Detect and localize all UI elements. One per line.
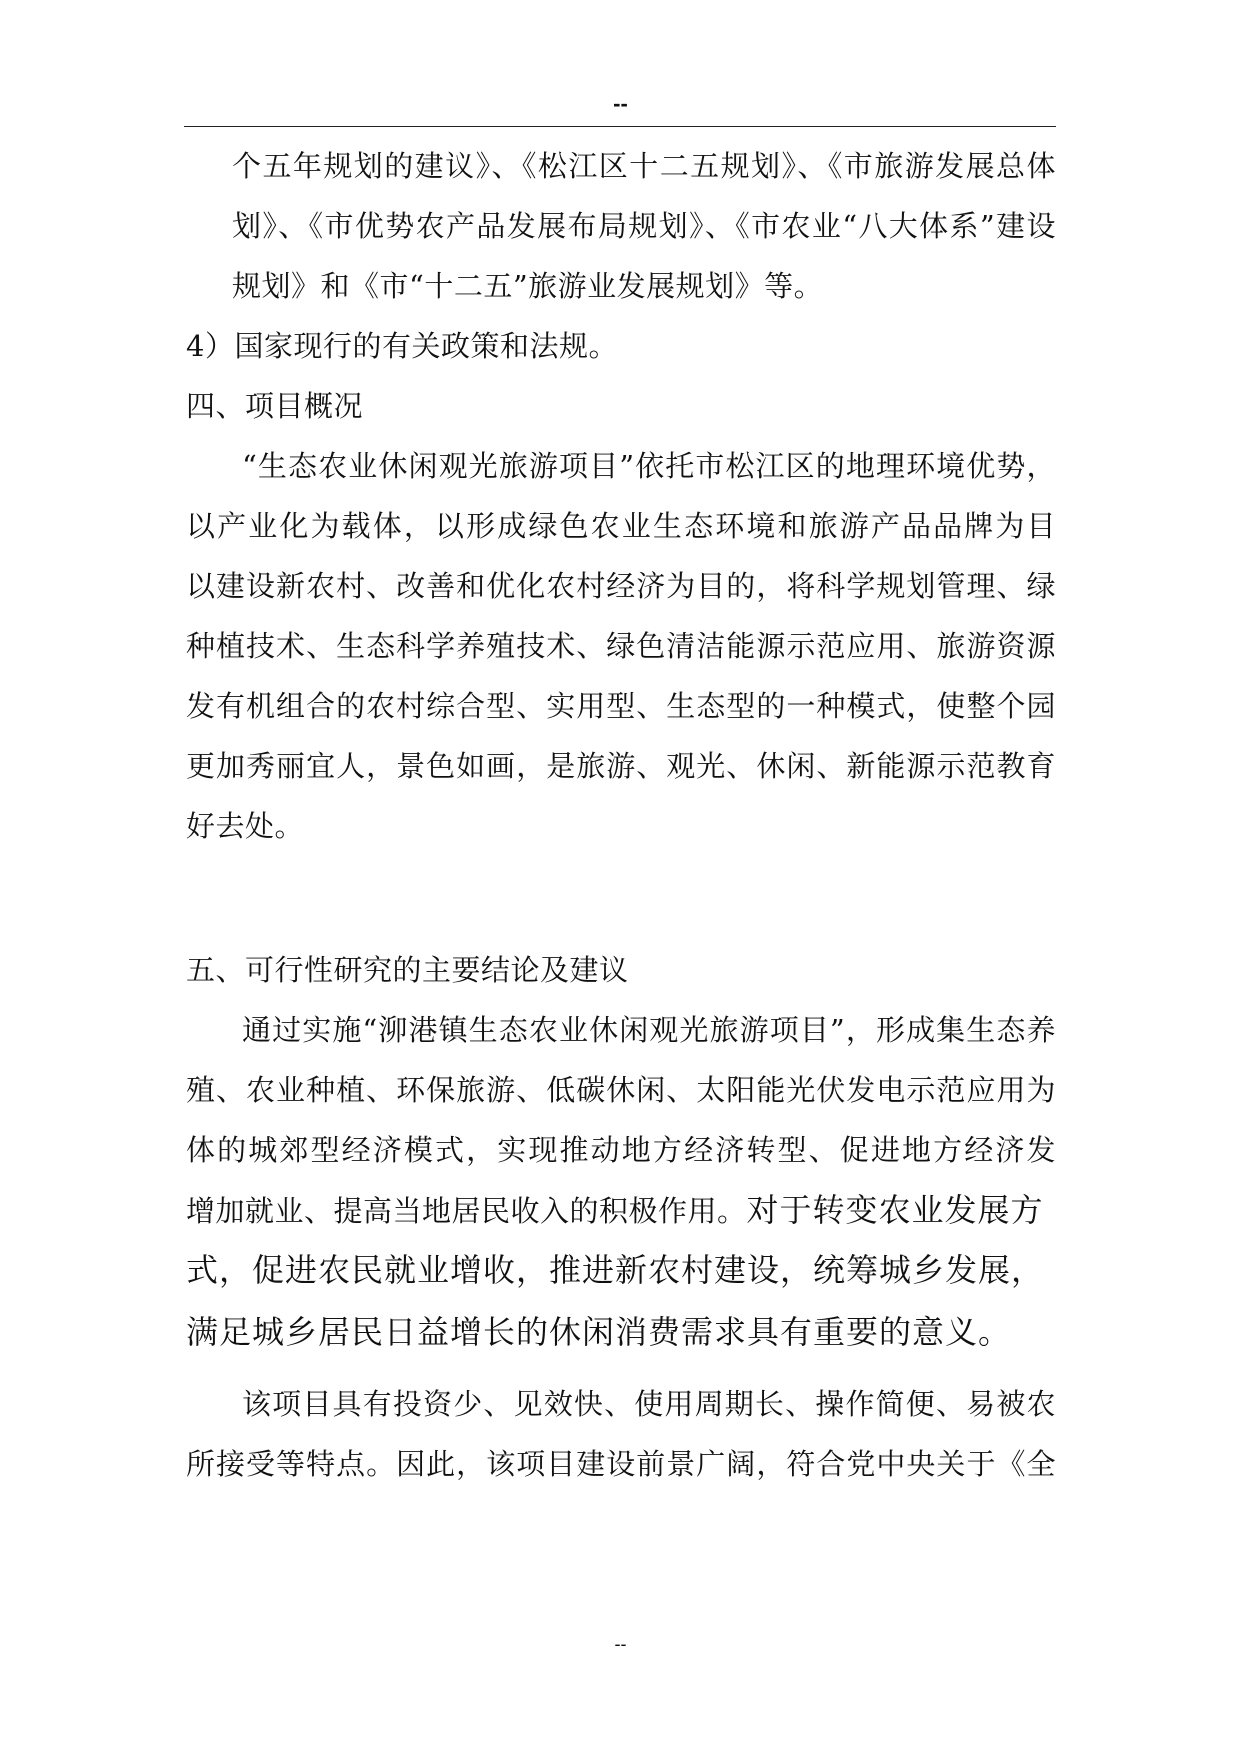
section-5-heading: 五、可行性研究的主要结论及建议 <box>186 953 629 987</box>
section-5-para2-line-2: 所接受等特点。因此，该项目建设前景广阔，符合党中央关于《全 <box>186 1447 1056 1481</box>
section-4-line-2: 以产业化为载体，以形成绿色农业生态环境和旅游产品品牌为目 <box>186 509 1056 543</box>
basis-line-3: 规划》和《市“十二五”旅游业发展规划》等。 <box>232 269 824 303</box>
section-4-line-1: “生态农业休闲观光旅游项目”依托市松江区的地理环境优势， <box>242 449 1056 483</box>
basis-item-4: 4）国家现行的有关政策和法规。 <box>186 329 618 363</box>
section-5-para1-line-2: 殖、农业种植、环保旅游、低碳休闲、太阳能光伏发电示范应用为 <box>186 1073 1056 1107</box>
section-5-para1-line-4-part-2: 对于转变农业发展方 <box>746 1191 1044 1229</box>
section-5-para1-line-1: 通过实施“泖港镇生态农业休闲观光旅游项目”，形成集生态养 <box>242 1013 1056 1047</box>
header-rule <box>184 126 1056 127</box>
section-4-line-4: 种植技术、生态科学养殖技术、绿色清洁能源示范应用、旅游资源 <box>186 629 1056 663</box>
section-4-line-5: 发有机组合的农村综合型、实用型、生态型的一种模式，使整个园 <box>186 689 1056 723</box>
section-4-line-7: 好去处。 <box>186 809 305 843</box>
section-4-line-6: 更加秀丽宜人，景色如画，是旅游、观光、休闲、新能源示范教育 <box>186 749 1056 783</box>
section-5-para1-line-4-part-1: 增加就业、提高当地居民收入的积极作用。 <box>186 1194 747 1228</box>
section-4-heading: 四、项目概况 <box>186 389 364 423</box>
section-4-line-3: 以建设新农村、改善和优化农村经济为目的，将科学规划管理、绿 <box>186 569 1056 603</box>
basis-line-2: 划》、《市优势农产品发展布局规划》、《市农业“八大体系”建设 <box>232 209 1056 243</box>
section-5-para1-line-5: 式，促进农民就业增收，推进新农村建设，统筹城乡发展， <box>186 1251 1045 1289</box>
section-5-para2-line-1: 该项目具有投资少、见效快、使用周期长、操作简便、易被农 <box>242 1387 1056 1421</box>
basis-line-1: 个五年规划的建议》、《松江区十二五规划》、《市旅游发展总体 <box>232 149 1056 183</box>
section-5-para1-line-6: 满足城乡居民日益增长的休闲消费需求具有重要的意义。 <box>186 1313 1012 1351</box>
page-footer-mark: -- <box>614 1634 627 1654</box>
section-5-para1-line-4 <box>186 1192 1044 1229</box>
section-5-para1-line-3: 体的城郊型经济模式，实现推动地方经济转型、促进地方经济发 <box>186 1133 1056 1167</box>
page-header-mark: -- <box>613 91 628 116</box>
